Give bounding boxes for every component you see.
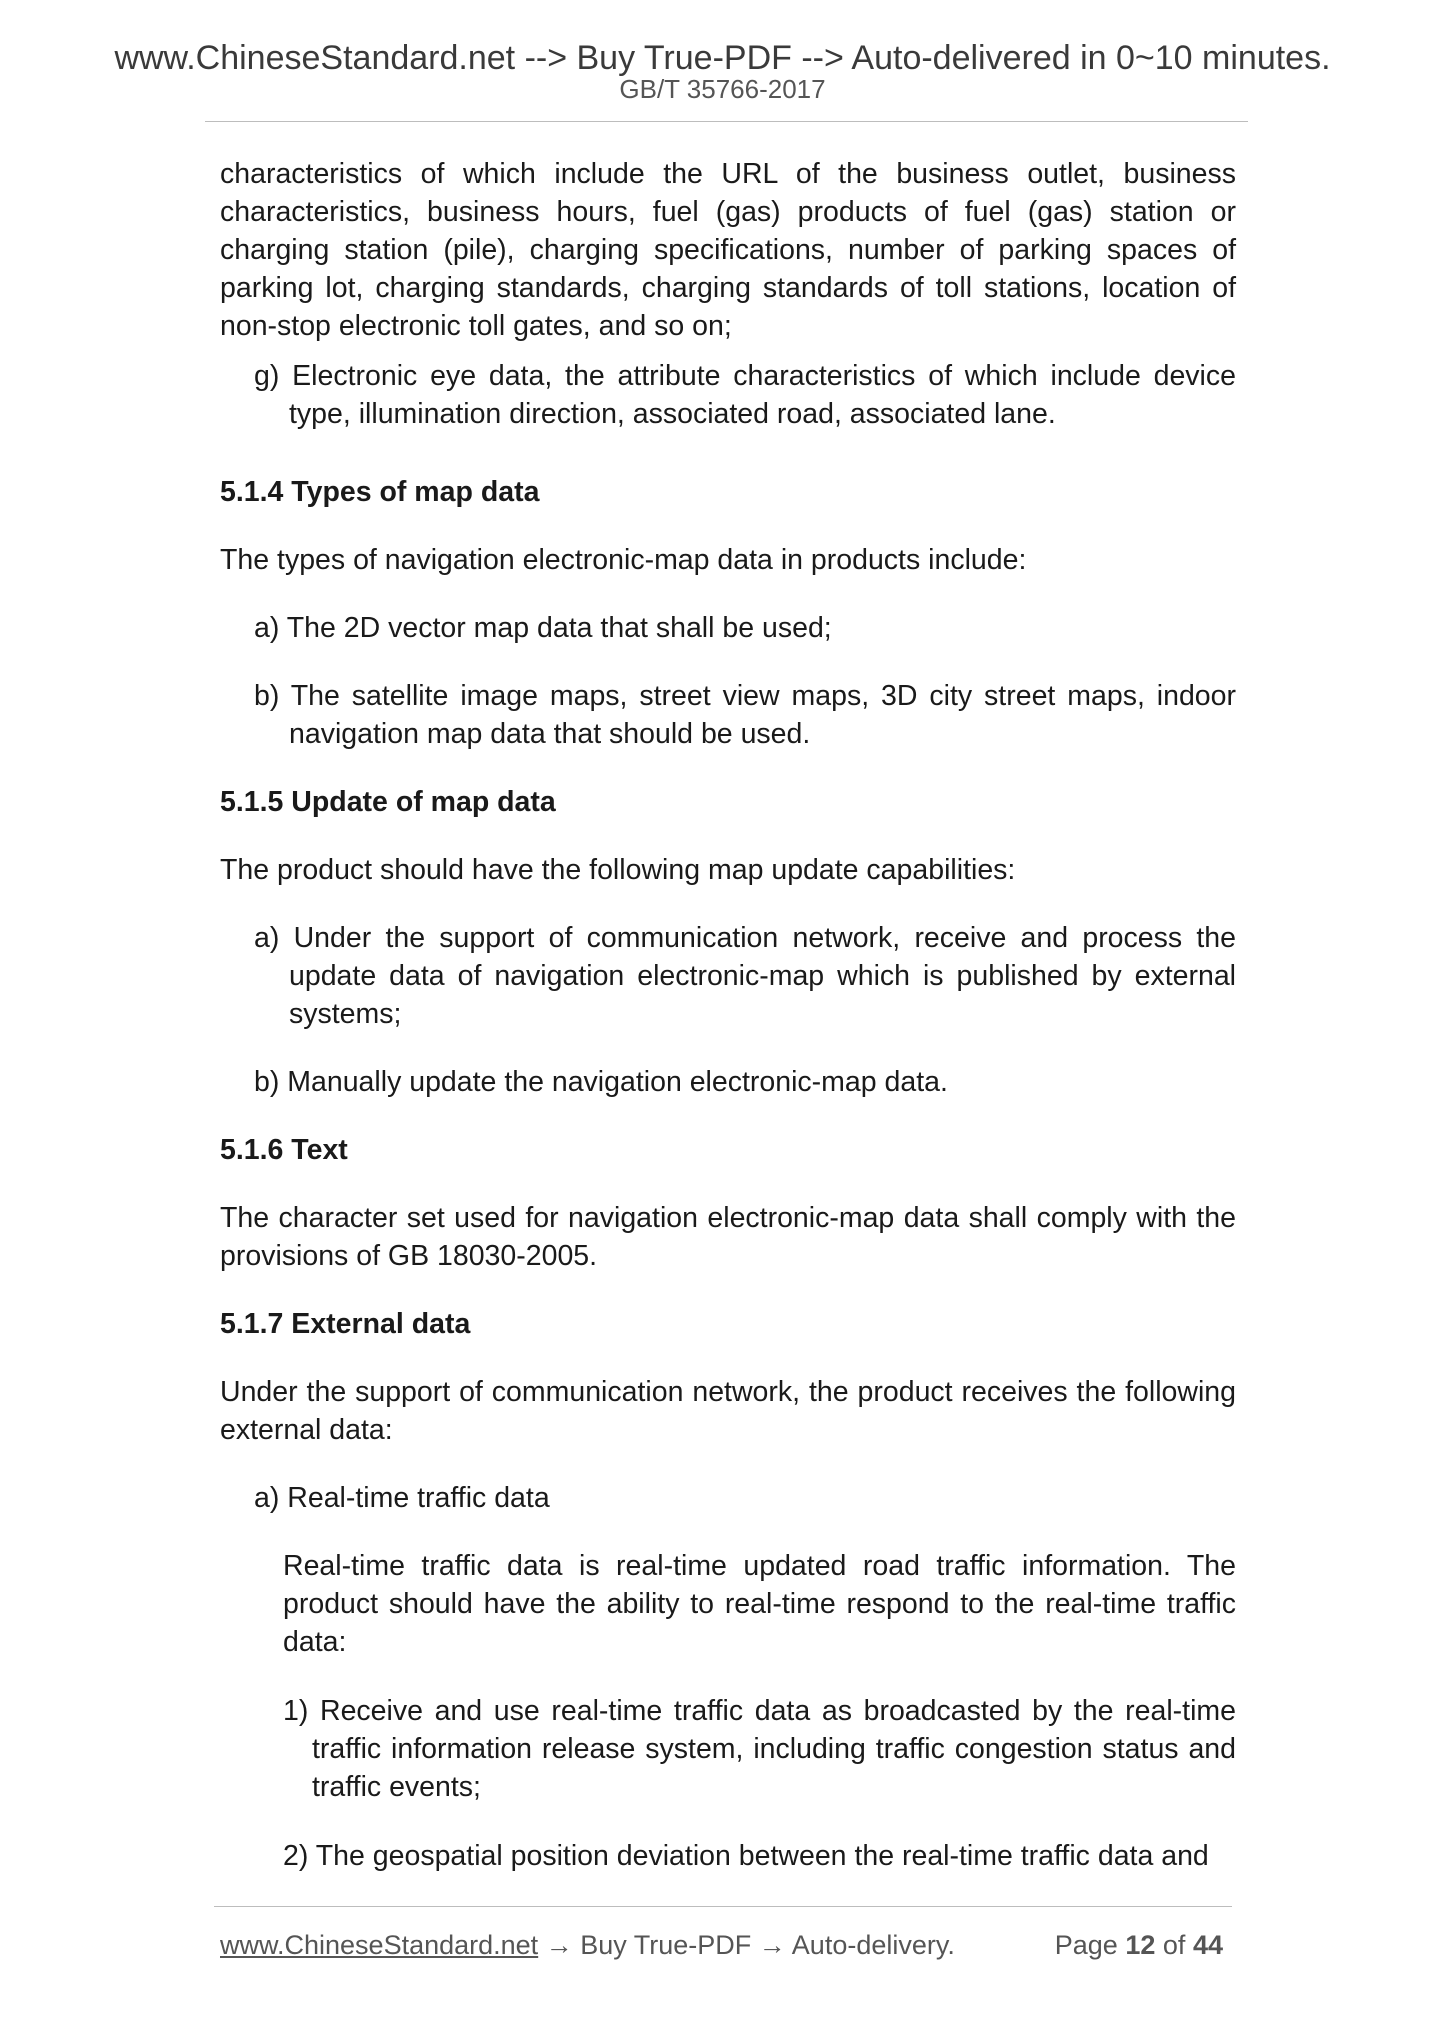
footer-buy-text: Buy True-PDF: [580, 1930, 752, 1960]
page-number: 12: [1125, 1930, 1156, 1960]
heading-5-1-6: 5.1.6 Text: [220, 1134, 348, 1166]
arrow-right-icon: →: [758, 1930, 786, 1960]
item-5-1-7-a-1: 1) Receive and use real-time traffic data as broadcasted by the real-time traffic information release system, including traffic congestion status and traffic events;: [283, 1695, 1236, 1803]
top-banner: www.ChineseStandard.net --> Buy True-PDF --> Auto-delivered in 0~10 minutes.: [114, 39, 1331, 77]
item-5-1-4-a: a) The 2D vector map data that shall be used;: [254, 612, 832, 644]
paragraph-5-1-4: The types of navigation electronic-map data in products include:: [220, 544, 1027, 576]
item-5-1-7-a: a) Real-time traffic data: [254, 1482, 550, 1514]
footer-delivery-text: Auto-delivery.: [791, 1930, 955, 1960]
item-f-continuation: characteristics of which include the URL of the business outlet, business characteristics, business hours, fuel (gas) products of fuel (gas) station or charging station (pile), charging specifications, number of parking spaces of parking lot, charging standards, charging standards of toll stations, location of non-stop electronic toll gates, and so on;: [220, 158, 1236, 342]
arrow-right-icon: →: [545, 1930, 573, 1960]
footer-divider: [214, 1906, 1232, 1907]
page-footer: [220, 1928, 1236, 1962]
paragraph-5-1-5: The product should have the following map update capabilities:: [220, 854, 1016, 886]
paragraph-5-1-6: The character set used for navigation electronic-map data shall comply with the provisions of GB 18030-2005.: [220, 1202, 1236, 1272]
page-indicator: [1055, 1928, 1223, 1962]
header-divider: [205, 121, 1248, 122]
item-g: g) Electronic eye data, the attribute characteristics of which include device type, illumination direction, associated road, associated lane.: [254, 360, 1236, 430]
page-label: Page: [1054, 1930, 1118, 1960]
heading-5-1-5: 5.1.5 Update of map data: [220, 786, 556, 818]
paragraph-5-1-7-a: Real-time traffic data is real-time updated road traffic information. The product should have the ability to real-time respond to the real-time traffic data:: [283, 1550, 1236, 1658]
heading-5-1-7: 5.1.7 External data: [220, 1308, 471, 1340]
standard-code: GB/T 35766-2017: [619, 74, 826, 104]
item-5-1-7-a-2: 2) The geospatial position deviation between the real-time traffic data and: [283, 1840, 1209, 1872]
item-5-1-5-b: b) Manually update the navigation electronic-map data.: [254, 1066, 948, 1098]
heading-5-1-4: 5.1.4 Types of map data: [220, 476, 540, 508]
item-5-1-5-a: a) Under the support of communication network, receive and process the update data of navigation electronic-map which is published by external systems;: [254, 922, 1236, 1030]
of-label: of: [1162, 1930, 1186, 1960]
item-5-1-4-b: b) The satellite image maps, street view maps, 3D city street maps, indoor navigation map data that should be used.: [254, 680, 1236, 750]
footer-site-link[interactable]: www.ChineseStandard.net: [220, 1930, 539, 1960]
paragraph-5-1-7: Under the support of communication network, the product receives the following external data:: [220, 1376, 1236, 1446]
total-pages: 44: [1192, 1930, 1223, 1960]
